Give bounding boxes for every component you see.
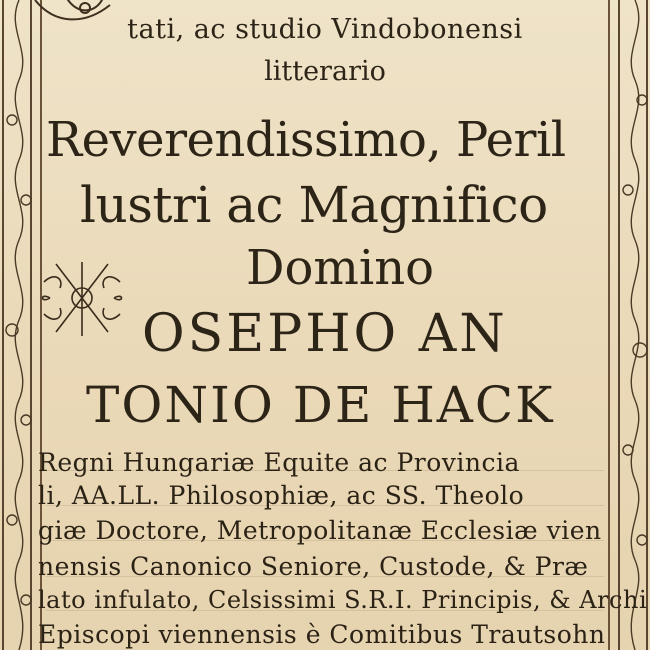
heading-line-1: tati, ac studio Vindobonensi [127, 14, 523, 45]
body-text-line: lato infulato, Celsissimi S.R.I. Principis, & Archi [38, 586, 648, 614]
right-inner-rule [608, 0, 610, 650]
left-vine-border [2, 0, 32, 650]
title-line-2: lustri ac Magnifico [80, 176, 548, 234]
body-text-line: Regni Hungariæ Equite ac Provincia [38, 448, 520, 477]
text-block [38, 0, 648, 650]
decorated-initial-j-icon [36, 252, 128, 344]
title-line-1: Reverendissimo, Peril [46, 112, 566, 168]
body-text-line: Episcopi viennensis è Comitibus Trautsohn [38, 620, 606, 649]
body-text-line: li, AA.LL. Philosophiæ, ac SS. Theolo [38, 481, 525, 510]
title-line-3: Domino [246, 240, 435, 296]
vine-border-icon [4, 0, 34, 650]
name-line-2: TONIO DE HACK [86, 376, 555, 434]
vine-border-icon [620, 0, 650, 650]
body-text-line: nensis Canonico Seniore, Custode, & Præ [38, 552, 589, 581]
name-line-1: OSEPHO AN [142, 304, 508, 364]
heading-line-2: litterario [264, 56, 386, 87]
right-vine-border [618, 0, 648, 650]
body-text-line: giæ Doctore, Metropolitanæ Ecclesiæ vien [38, 516, 602, 545]
